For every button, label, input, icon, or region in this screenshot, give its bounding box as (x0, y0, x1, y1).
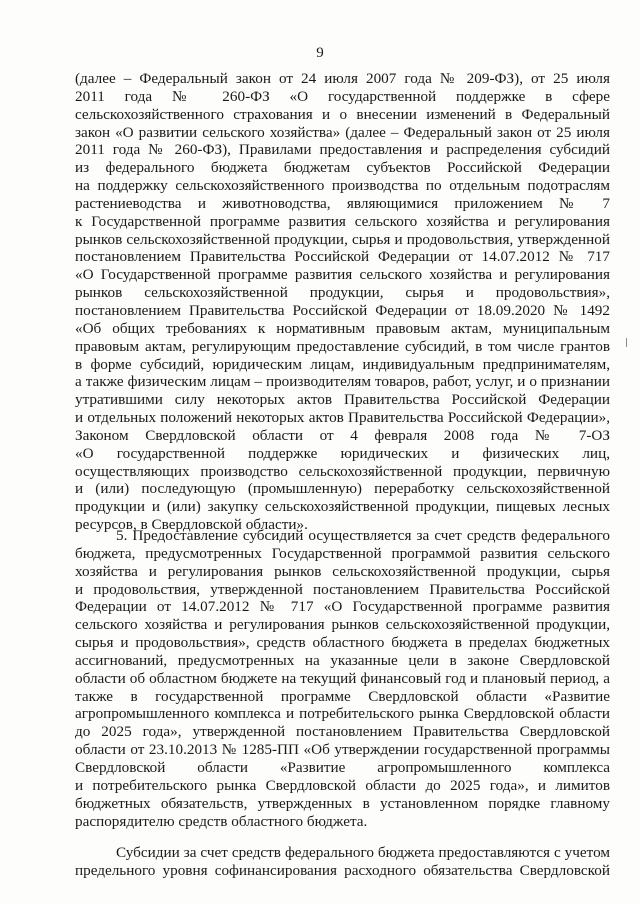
text-line: (далее – Федеральный закон от 24 июля 2007 года № 209-ФЗ), от 25 июля (75, 70, 610, 87)
text-line: рынков сельскохозяйственной продукции, сырья и продовольствия, утвержденной (75, 230, 610, 248)
text-line: продукции и (или) закупку сельскохозяйственной продукции, пищевых лесных (75, 498, 610, 516)
paragraph-3 (75, 844, 610, 880)
paragraph-1 (75, 70, 610, 534)
text-line: 2011 года № 260-ФЗ), Правилами предоставления и распределения субсидий (75, 141, 610, 159)
text-line: «Об общих требованиях к нормативным правовым актам, муниципальным (75, 319, 610, 337)
text-line: осуществляющих производство сельскохозяйственной продукции, первичную (75, 462, 610, 480)
text-line: хозяйства и регулирования рынков сельскохозяйственной продукции, сырья (75, 562, 610, 580)
text-line: предельного уровня софинансирования расходного обязательства Свердловской (75, 861, 610, 879)
paragraph-2 (75, 527, 610, 830)
text-line: сельскохозяйственного страхования и о внесении изменений в Федеральный (75, 105, 610, 123)
text-line: и отдельных положений некоторых актов Правительства Российской Федерации», (75, 409, 610, 427)
text-line: рынков сельскохозяйственной продукции, сырья и продовольствия», (75, 284, 610, 302)
text-line: на поддержку сельскохозяйственного производства по отдельным подотраслям (75, 177, 610, 195)
text-line: сельского хозяйства и регулирования рынков сельскохозяйственной продукции, (75, 616, 610, 634)
text-line: а также физическим лицам – производителям товаров, работ, услуг, и о признании (75, 373, 610, 391)
text-line: также в государственной программе Свердловской области «Развитие (75, 687, 610, 705)
text-line: и продовольствия, утвержденной постановлением Правительства Российской (75, 580, 610, 598)
text-line: и (или) последующую (промышленную) переработку сельскохозяйственной (75, 480, 610, 498)
text-line: ассигнований, предусмотренных на указанные цели в законе Свердловской (75, 651, 610, 669)
text-line: утратившими силу некоторых актов Правительства Российской Федерации (75, 391, 610, 409)
text-line: из федерального бюджета бюджетам субъектов Российской Федерации (75, 159, 610, 177)
text-line: до 2025 года», утвержденной постановлением Правительства Свердловской (75, 723, 610, 741)
text-line: 2011 года № 260-ФЗ «О государственной поддержке в сфере (75, 87, 610, 105)
page-number: 9 (316, 45, 324, 61)
text-line: растениеводства и животноводства, являющимися приложением № 7 (75, 194, 610, 212)
text-line: «О Государственной программе развития сельского хозяйства и регулирования (75, 266, 610, 284)
text-line: области об областном бюджете на текущий финансовый год и плановый период, а (75, 669, 610, 687)
text-line: ресурсов, в Свердловской области». (75, 516, 308, 534)
text-line: постановлением Правительства Российской Федерации от 14.07.2012 № 717 (75, 248, 610, 266)
text-line: агропромышленного комплекса и потребительского рынка Свердловской области (75, 705, 610, 723)
text-line: закон «О развитии сельского хозяйства» (далее – Федеральный закон от 25 июля (75, 123, 610, 141)
text-line: Свердловской области «Развитие агропромышленного комплекса (75, 758, 610, 776)
text-line: распорядителю средств областного бюджета. (75, 812, 368, 830)
text-line: сырья и продовольствия», средств областного бюджета в пределах бюджетных (75, 634, 610, 652)
scan-margin-mark (626, 338, 627, 347)
text-line: в форме субсидий, юридическим лицам, индивидуальным предпринимателям, (75, 355, 610, 373)
text-line: области от 23.10.2013 № 1285-ПП «Об утверждении государственной программы (75, 741, 610, 759)
text-line: постановлением Правительства Российской Федерации от 18.09.2020 № 1492 (75, 301, 610, 319)
text-line: правовым актам, регулирующим предоставление субсидий, в том числе грантов (75, 337, 610, 355)
text-line: «О государственной поддержке юридических и физических лиц, (75, 444, 610, 462)
text-line: Законом Свердловской области от 4 февраля 2008 года № 7-ОЗ (75, 426, 610, 444)
text-line: Федерации от 14.07.2012 № 717 «О Государственной программе развития (75, 598, 610, 616)
text-line: 5. Предоставление субсидий осуществляется за счет средств федерального (116, 527, 610, 544)
text-line: бюджета, предусмотренных Государственной программой развития сельского (75, 544, 610, 562)
text-line: к Государственной программе развития сельского хозяйства и регулирования (75, 212, 610, 230)
text-line: бюджетных обязательств, утвержденных в установленном порядке главному (75, 794, 610, 812)
text-line: и потребительского рынка Свердловской области до 2025 года», и лимитов (75, 776, 610, 794)
text-line: Субсидии за счет средств федерального бюджета предоставляются с учетом (116, 844, 610, 861)
